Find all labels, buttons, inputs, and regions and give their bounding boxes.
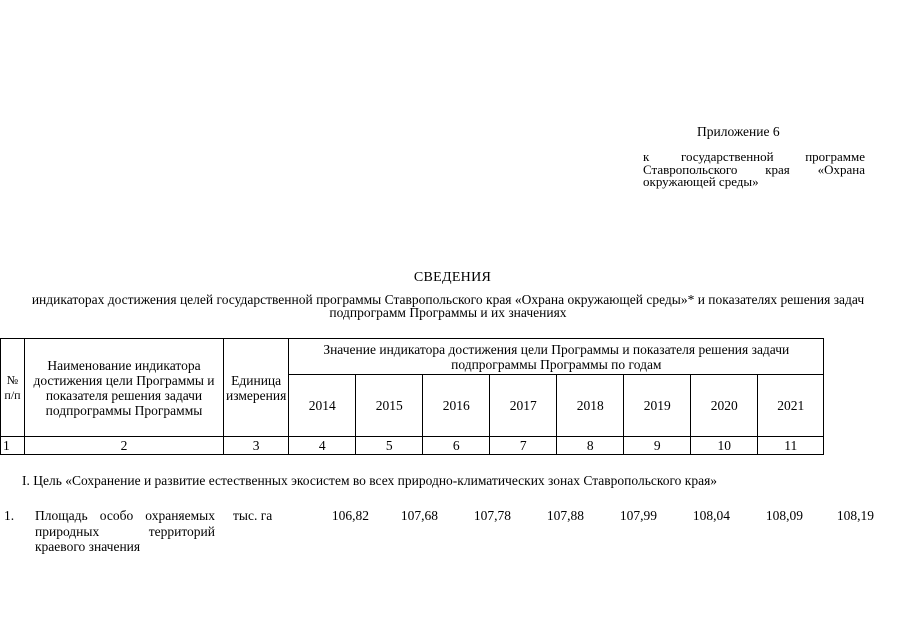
row-value: 107,68 (400, 508, 438, 523)
column-number: 5 (356, 437, 423, 455)
column-number: 4 (289, 437, 356, 455)
header-year: 2019 (624, 375, 691, 437)
column-number: 2 (25, 437, 224, 455)
column-number: 3 (224, 437, 289, 455)
row-value: 107,88 (546, 508, 584, 523)
row-value: 108,04 (692, 508, 730, 523)
header-values-group: Значение индикатора достижения цели Программы и показателя решения задачи подпрограммы Программы по годам (289, 339, 824, 375)
column-number: 10 (691, 437, 758, 455)
row-number: 1. (4, 508, 15, 523)
header-year: 2014 (289, 375, 356, 437)
row-unit: тыс. га (233, 508, 273, 523)
section-heading: I. Цель «Сохранение и развитие естественных экосистем во всех природно-климатических зонах Ставропольского края» (22, 473, 718, 488)
document-title: СВЕДЕНИЯ (413, 270, 492, 285)
column-number: 11 (758, 437, 824, 455)
header-year: 2015 (356, 375, 423, 437)
header-num: № п/п (1, 339, 25, 437)
header-year: 2017 (490, 375, 557, 437)
document-subtitle: индикаторах достижения целей государственной программы Ставропольского края «Охрана окружающей среды»* и показателях решения задач подпрограмм Программы и их значениях (31, 292, 865, 320)
row-value: 106,82 (331, 508, 369, 523)
row-value: 107,78 (473, 508, 511, 523)
column-number: 6 (423, 437, 490, 455)
row-value: 108,09 (765, 508, 803, 523)
indicators-table (0, 338, 824, 455)
appendix-title: Приложение 6 (697, 124, 780, 139)
appendix-body: к государственной программе Ставропольского края «Охрана окружающей среды» (643, 149, 865, 189)
header-name: Наименование индикатора достижения цели Программы и показателя решения задачи подпрограммы Программы (25, 339, 224, 437)
row-value: 108,19 (836, 508, 874, 523)
column-number: 1 (1, 437, 25, 455)
row-value: 107,99 (619, 508, 657, 523)
column-number: 7 (490, 437, 557, 455)
header-year: 2016 (423, 375, 490, 437)
header-year: 2020 (691, 375, 758, 437)
column-number: 9 (624, 437, 691, 455)
header-year: 2018 (557, 375, 624, 437)
column-number: 8 (557, 437, 624, 455)
header-unit: Единица измерения (224, 339, 289, 437)
row-indicator-name: Площадь особо охраняемых природных территорий краевого значения (35, 508, 215, 554)
header-year: 2021 (758, 375, 824, 437)
